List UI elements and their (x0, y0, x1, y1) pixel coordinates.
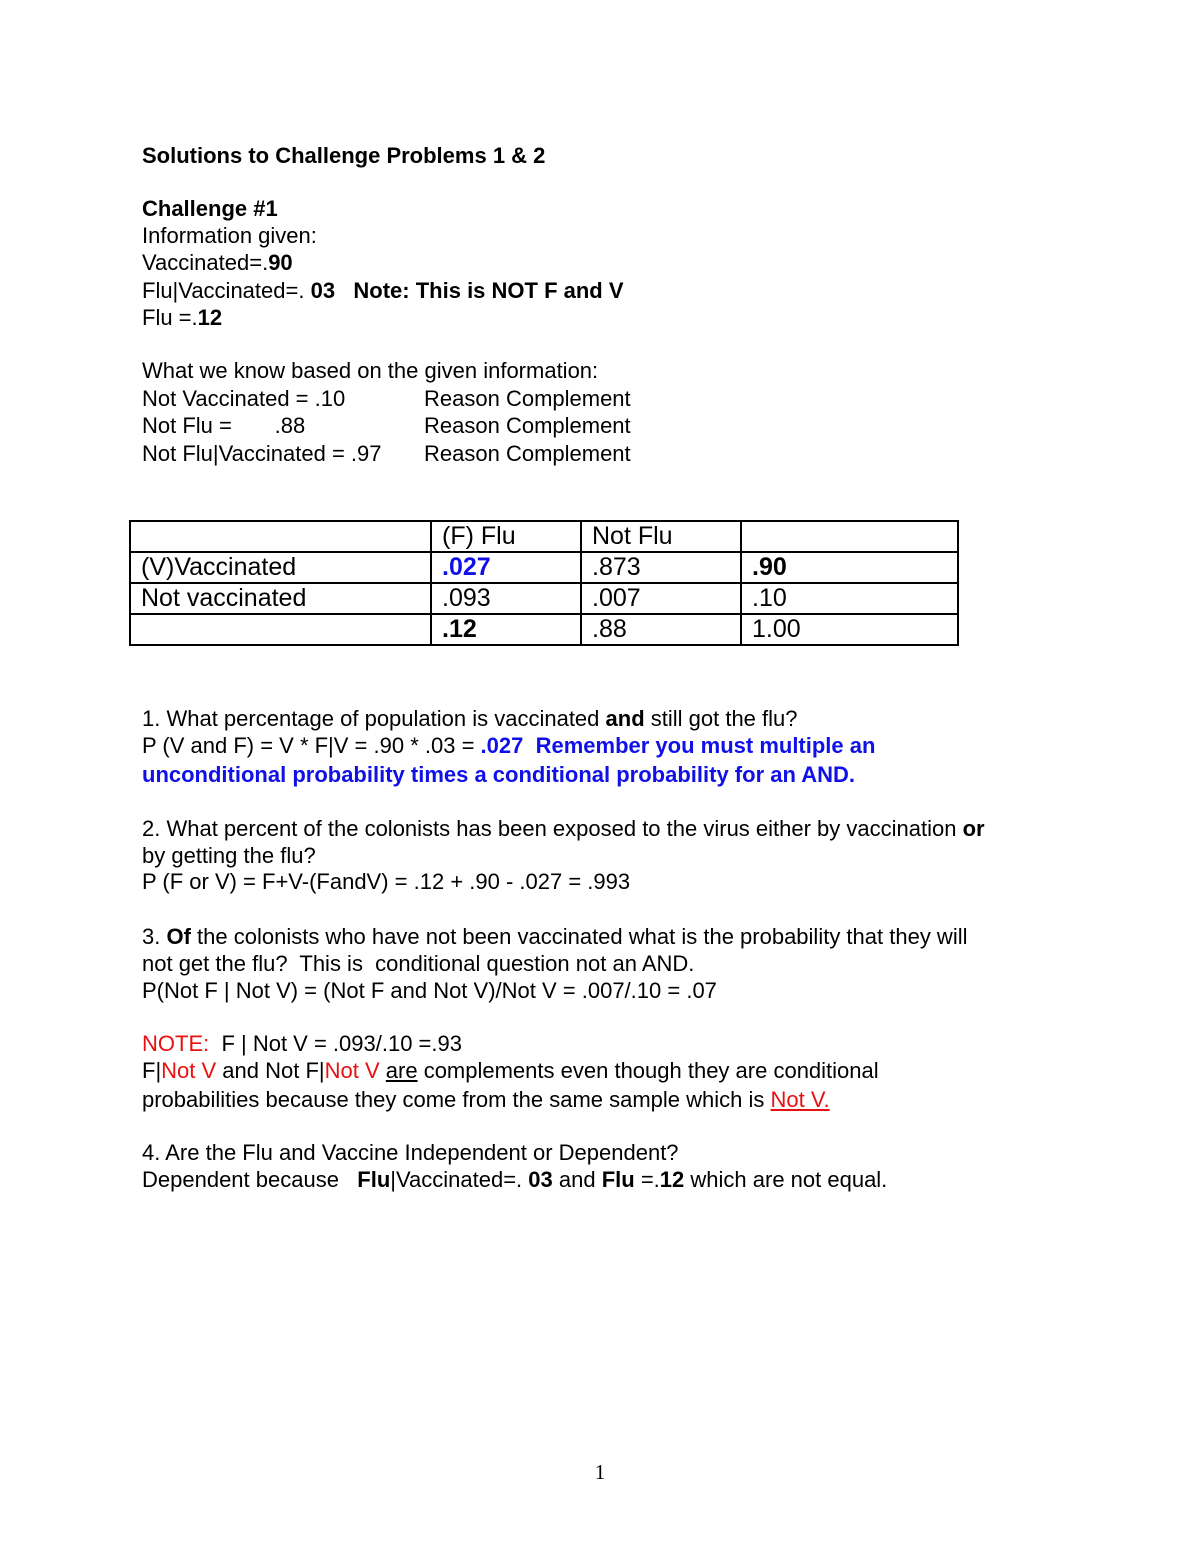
table-row-label: (V)Vaccinated (130, 552, 431, 583)
table-cell (130, 521, 431, 552)
note-text: and Not F| (216, 1058, 325, 1083)
a4-text: |Vaccinated=. (390, 1167, 529, 1192)
question-1 (142, 706, 798, 732)
question-2-line-2: by getting the flu? (142, 843, 316, 868)
q3-text: the colonists who have not been vaccinated what is the probability that they will (190, 924, 968, 949)
a4-bold: Flu (357, 1167, 391, 1192)
q3-number: 3. (142, 924, 167, 949)
question-4: 4. Are the Flu and Vaccine Independent or Dependent? (142, 1140, 679, 1165)
question-3 (142, 924, 968, 950)
question-2 (142, 816, 985, 842)
note-highlight: Not V (324, 1058, 380, 1083)
table-cell: 1.00 (741, 614, 958, 645)
table-row-label: Not vaccinated (130, 583, 431, 614)
note-underline: are (385, 1058, 418, 1083)
answer-3: P(Not F | Not V) = (Not F and Not V)/Not V = .007/.10 = .07 (142, 978, 717, 1003)
flu-given (142, 305, 222, 331)
table-cell: .90 (741, 552, 958, 583)
answer-4 (142, 1167, 887, 1193)
answer-1 (142, 733, 875, 759)
fact-not-flu: Not Flu = .88 (142, 413, 306, 438)
note-line-2 (142, 1058, 879, 1084)
table-cell: .12 (431, 614, 581, 645)
table-cell: .10 (741, 583, 958, 614)
note-label: NOTE: (142, 1031, 210, 1056)
flu-given-vaccinated-value: 03 (310, 278, 336, 303)
note-text: F| (142, 1058, 162, 1083)
table-cell (741, 521, 958, 552)
answer-2: P (F or V) = F+V-(FandV) = .12 + .90 - .027 = .993 (142, 869, 631, 894)
note-line-1 (142, 1031, 462, 1057)
fact-not-flu-given-vaccinated: Not Flu|Vaccinated = .97 (142, 441, 382, 466)
q1-text: still got the flu? (644, 706, 798, 731)
note-text: F | Not V = .093/.10 =.93 (209, 1031, 462, 1056)
table-header-cell: (F) Flu (431, 521, 581, 552)
flu-label: Flu =. (142, 305, 198, 330)
table-cell (130, 614, 431, 645)
vaccinated-given (142, 250, 293, 276)
question-3-line-2: not get the flu? This is conditional question not an AND. (142, 951, 695, 976)
note-highlight: Not V. (770, 1087, 830, 1112)
flu-given-vaccinated-label: Flu|Vaccinated=. (142, 278, 311, 303)
a4-bold: 03 (528, 1167, 553, 1192)
table-header-cell: Not Flu (581, 521, 741, 552)
a4-text: and (552, 1167, 602, 1192)
table-cell: .027 (431, 552, 581, 583)
fact-reason: Reason Complement (424, 386, 631, 411)
table-cell: .007 (581, 583, 741, 614)
page-title: Solutions to Challenge Problems 1 & 2 (142, 143, 546, 168)
q3-bold: Of (166, 924, 191, 949)
fact-reason: Reason Complement (424, 441, 631, 466)
not-f-and-v-note: Note: This is NOT F and V (353, 278, 624, 303)
vaccinated-value: 90 (268, 250, 293, 275)
flu-value: 12 (197, 305, 223, 330)
challenge-1-heading: Challenge #1 (142, 196, 278, 221)
table-row (130, 552, 958, 583)
table-cell: .093 (431, 583, 581, 614)
q1-bold: and (605, 706, 645, 731)
note-line-3 (142, 1087, 830, 1113)
a1-text: P (V and F) = V * F|V = .90 * .03 = (142, 733, 481, 758)
what-we-know-label: What we know based on the given information: (142, 358, 599, 383)
table-row (130, 614, 958, 645)
flu-given-vaccinated (142, 278, 624, 304)
q1-text: 1. What percentage of population is vaccinated (142, 706, 606, 731)
note-highlight: Not V (161, 1058, 217, 1083)
a4-text: =. (634, 1167, 660, 1192)
a4-text: which are not equal. (684, 1167, 888, 1192)
table-header-row (130, 521, 958, 552)
fact-not-vaccinated: Not Vaccinated = .10 (142, 386, 346, 411)
q2-bold: or (962, 816, 985, 841)
q2-text: 2. What percent of the colonists has been exposed to the virus either by vaccination (142, 816, 963, 841)
table-cell: .88 (581, 614, 741, 645)
info-given-label: Information given: (142, 223, 317, 248)
probability-table (129, 520, 959, 646)
vaccinated-label: Vaccinated=. (142, 250, 269, 275)
page-number: 1 (594, 1460, 606, 1484)
a1-highlight: .027 Remember you must multiple an (480, 733, 876, 758)
note-text: complements even though they are conditional (417, 1058, 879, 1083)
a4-bold: 12 (659, 1167, 685, 1192)
fact-reason: Reason Complement (424, 413, 631, 438)
a4-bold: Flu (601, 1167, 635, 1192)
answer-1-line-2: unconditional probability times a conditional probability for an AND. (142, 762, 855, 787)
note-text: probabilities because they come from the same sample which is (142, 1087, 771, 1112)
a4-text: Dependent because (142, 1167, 358, 1192)
table-cell: .873 (581, 552, 741, 583)
table-row (130, 583, 958, 614)
